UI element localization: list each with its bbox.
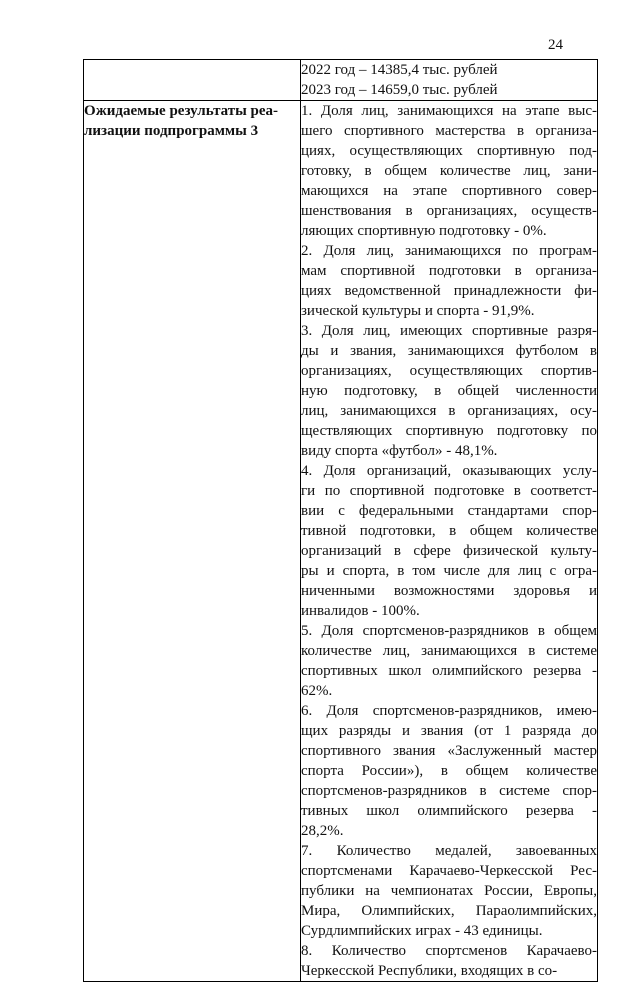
result-item-line: ную подготовку, в общей численности — [301, 383, 597, 399]
result-item-line: спортсменов-разрядников в системе спор- — [301, 783, 597, 799]
result-item-3 — [301, 321, 597, 461]
result-item-line: публики на чемпионатах России, Европы, — [301, 883, 597, 899]
result-item-line: циях, осуществляющих спортивную под- — [301, 143, 597, 159]
result-item-line: щих разряды и звания (от 1 разряда до — [301, 723, 597, 739]
result-item-line: ляющих спортивную подготовку - 0%. — [301, 223, 547, 239]
result-item-line: организациях, осуществляющих спортив- — [301, 363, 597, 379]
result-item-line: готовку, в общем количестве лиц, зани- — [301, 163, 597, 179]
result-item-1 — [301, 101, 597, 241]
result-item-line: виду спорта «футбол» - 48,1%. — [301, 443, 498, 459]
result-item-5 — [301, 621, 597, 701]
result-item-8 — [301, 941, 597, 981]
result-item-7 — [301, 841, 597, 941]
funding-line-2023: 2023 год – 14659,0 тыс. рублей — [301, 82, 498, 98]
funding-line-2022: 2022 год – 14385,4 тыс. рублей — [301, 62, 498, 78]
result-item-line: ды и звания, занимающихся футболом в — [301, 343, 597, 359]
result-item-line: вии с федеральными стандартами спор- — [301, 503, 597, 519]
subprogram-passport-table — [83, 59, 598, 982]
result-item-line: шего спортивного мастерства в организа- — [301, 123, 597, 139]
result-item-line: Мира, Олимпийских, Параолимпийских, — [301, 903, 597, 919]
result-item-line: ги по спортивной подготовке в соответст- — [301, 483, 597, 499]
funding-label-cell — [84, 60, 301, 101]
result-item-line: мам спортивной подготовки в организа- — [301, 263, 597, 279]
result-item-line: 7. Количество медалей, завоеванных — [301, 843, 597, 859]
result-item-line: спортивного звания «Заслуженный мастер — [301, 743, 597, 759]
result-item-line: спорта России»), в общем количестве — [301, 763, 597, 779]
result-item-2 — [301, 241, 597, 321]
funding-values-cell — [301, 60, 598, 101]
result-item-line: тивной подготовки, в общем количестве — [301, 523, 597, 539]
result-item-line: шенствования в организациях, осуществ- — [301, 203, 597, 219]
title-line: Ожидаемые результаты реа- — [84, 103, 279, 119]
result-item-line: 3. Доля лиц, имеющих спортивные разря- — [301, 323, 597, 339]
result-item-line: 2. Доля лиц, занимающихся по програм- — [301, 243, 597, 259]
expected-results-list — [301, 101, 598, 982]
result-item-line: 6. Доля спортсменов-разрядников, имею- — [301, 703, 597, 719]
result-item-line: 62%. — [301, 683, 333, 699]
page-number: 24 — [548, 37, 563, 53]
title-line: лизации подпрограммы 3 — [84, 123, 259, 139]
result-item-line: ществляющих спортивную подготовку по — [301, 423, 597, 439]
result-item-line: Сурдлимпийских играх - 43 единицы. — [301, 923, 543, 939]
results-items — [301, 101, 597, 981]
result-item-6 — [301, 701, 597, 841]
result-item-line: организаций в сфере физической культу- — [301, 543, 597, 559]
result-item-line: мающихся на этапе спортивного совер- — [301, 183, 597, 199]
result-item-line: ниченными возможностями здоровья и — [301, 583, 597, 599]
result-item-line: 1. Доля лиц, занимающихся на этапе выс- — [301, 103, 597, 119]
result-item-line: спортсменами Карачаево-Черкесской Рес- — [301, 863, 597, 879]
result-item-line: Черкесской Республики, входящих в со- — [301, 963, 558, 979]
result-item-4 — [301, 461, 597, 621]
result-item-line: 28,2%. — [301, 823, 344, 839]
funding-row — [84, 60, 598, 101]
result-item-line: 5. Доля спортсменов-разрядников в общем — [301, 623, 597, 639]
expected-results-title — [84, 101, 301, 982]
result-item-line: ры и спорта, в том числе для лиц с огра- — [301, 563, 597, 579]
result-item-line: количестве лиц, занимающихся в системе — [301, 643, 597, 659]
result-item-line: циях ведомственной принадлежности фи- — [301, 283, 597, 299]
result-item-line: 8. Количество спортсменов Карачаево- — [301, 943, 597, 959]
result-item-line: зической культуры и спорта - 91,9%. — [301, 303, 535, 319]
result-item-line: тивных школ олимпийского резерва - — [301, 803, 597, 819]
result-item-line: 4. Доля организаций, оказывающих услу- — [301, 463, 597, 479]
result-item-line: спортивных школ олимпийского резерва - — [301, 663, 597, 679]
result-item-line: лиц, занимающихся в организациях, осу- — [301, 403, 597, 419]
expected-results-row — [84, 101, 598, 982]
result-item-line: инвалидов - 100%. — [301, 603, 420, 619]
